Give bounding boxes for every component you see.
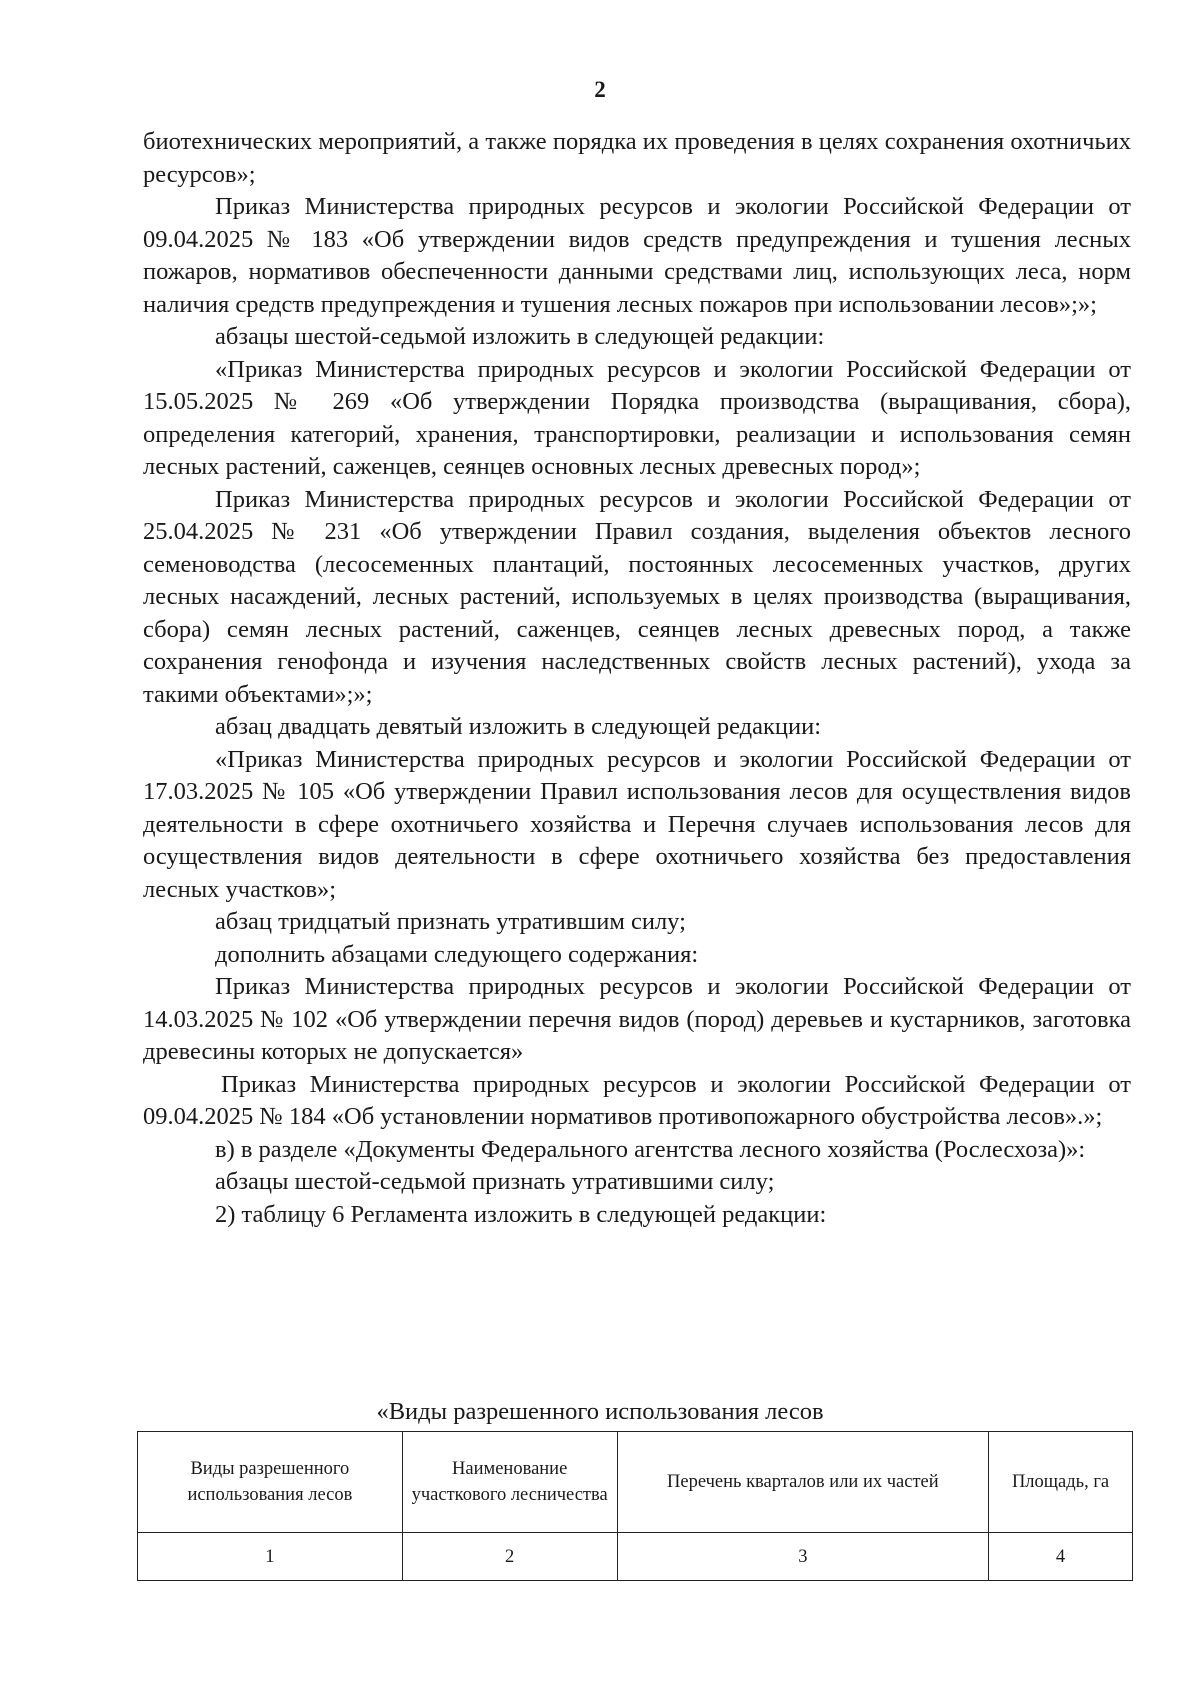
paragraph: в) в разделе «Документы Федерального агентства лесного хозяйства (Рослесхоза)»: [215, 1135, 1086, 1163]
forest-use-table [137, 1431, 1133, 1581]
table-header-row [138, 1432, 1133, 1533]
table-header-cell: Перечень кварталов или их частей [617, 1432, 988, 1533]
page-number: 2 [594, 77, 606, 102]
paragraph: дополнить абзацами следующего содержания: [215, 940, 699, 968]
table-cell: 2 [402, 1533, 617, 1581]
table-cell: 4 [989, 1533, 1133, 1581]
table-header-cell: Виды разрешенного использования лесов [138, 1432, 403, 1533]
table-header-cell: Наименование участкового лесничества [402, 1432, 617, 1533]
table-cell: 1 [138, 1533, 403, 1581]
paragraph: Приказ Министерства природных ресурсов и экологии Российской Федерации от 09.04.2025 № 183 «Об утверждении видов средств предупреждения и тушения лесных пожаров, нормативов обеспеченности данными средствами лиц, использующих леса, норм наличия средств предупреждения и тушения лесных пожаров при использовании лесов»;»; [143, 193, 1131, 318]
paragraph: абзацы шестой-седьмой признать утратившими силу; [215, 1168, 775, 1195]
table-cell: 3 [617, 1533, 988, 1581]
paragraph: абзац тридцатый признать утратившим силу; [215, 908, 686, 935]
paragraph: 2) таблицу 6 Регламента изложить в следующей редакции: [215, 1200, 827, 1228]
paragraph: абзацы шестой-седьмой изложить в следующей редакции: [215, 323, 825, 350]
paragraph: «Приказ Министерства природных ресурсов и экологии Российской Федерации от 17.03.2025 № 105 «Об утверждении Правил использования лесов для осуществления видов деятельности в сфере охотничьего хозяйства и Перечня случаев использования лесов для осуществления видов деятельности в сфере охотничьего хозяйства без предоставления лесных участков»; [143, 745, 1131, 903]
document-body [143, 126, 1131, 1231]
table-title: «Виды разрешенного использования лесов [376, 1398, 824, 1425]
paragraph: Приказ Министерства природных ресурсов и экологии Российской Федерации от 09.04.2025 № 184 «Об установлении нормативов противопожарного обустройства лесов».»; [143, 1070, 1131, 1130]
paragraph: Приказ Министерства природных ресурсов и экологии Российской Федерации от 25.04.2025 № 231 «Об утверждении Правил создания, выделения объектов лесного семеноводства (лесосеменных плантаций, постоянных лесосеменных участков, других лесных насаждений, лесных растений, используемых в целях производства (выращивания, сбора) семян лесных растений, саженцев, сеянцев лесных древесных пород, а также сохранения генофонда и изучения наследственных свойств лесных растений), ухода за такими объектами»;»; [143, 485, 1131, 708]
paragraph: биотехнических мероприятий, а также порядка их проведения в целях сохранения охотничьих ресурсов»; [143, 128, 1131, 188]
paragraph: «Приказ Министерства природных ресурсов и экологии Российской Федерации от 15.05.2025 № 269 «Об утверждении Порядка производства (выращивания, сбора), определения категорий, хранения, транспортировки, реализации и использования семян лесных растений, саженцев, сеянцев основных лесных древесных пород»; [143, 355, 1131, 480]
table-header-cell: Площадь, га [989, 1432, 1133, 1533]
paragraph: Приказ Министерства природных ресурсов и экологии Российской Федерации от 14.03.2025 № 102 «Об утверждении перечня видов (пород) деревьев и кустарников, заготовка древесины которых не допускается» [143, 973, 1131, 1065]
paragraph: абзац двадцать девятый изложить в следующей редакции: [215, 713, 822, 740]
table-row [138, 1533, 1133, 1581]
